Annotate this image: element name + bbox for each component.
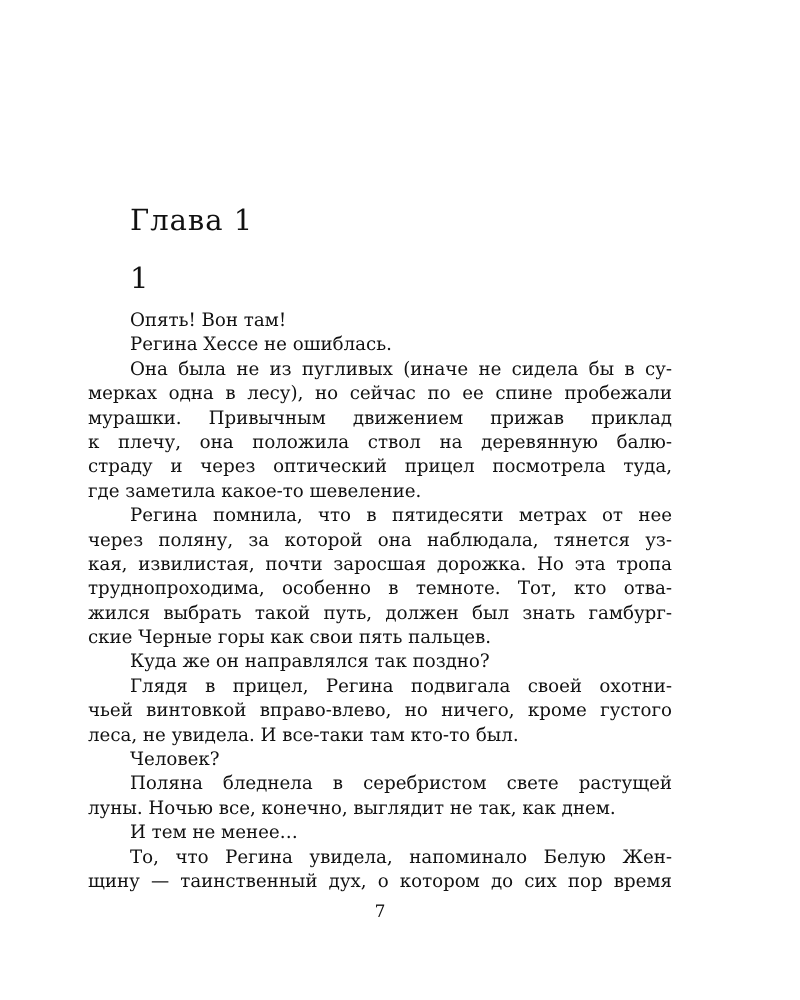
text-line: И тем не менее… — [130, 822, 298, 844]
text-line: мурашки. Привычным движением прижав приклад — [88, 407, 672, 429]
text-line: где заметила какое-то шевеление. — [88, 480, 422, 502]
text-line: щину — таинственный дух, о котором до сих пор время — [88, 870, 672, 892]
text-line: Регина Хессе не ошиблась. — [130, 334, 392, 356]
text-line: Она была не из пугливых (иначе не сидела бы в су- — [130, 358, 672, 380]
text-line: Глядя в прицел, Регина подвигала своей охотни- — [130, 675, 672, 697]
text-line: луны. Ночью все, конечно, выглядит не так, как днем. — [88, 797, 616, 819]
text-line: страду и через оптический прицел посмотрела туда, — [88, 456, 672, 478]
text-line: труднопроходима, особенно в темноте. Тот, кто отва- — [88, 578, 672, 600]
text-line: жился выбрать такой путь, должен был знать гамбург- — [88, 602, 672, 624]
text-line: леса, не увидела. И все-таки там кто-то был. — [88, 724, 519, 746]
chapter-title: Глава 1 — [130, 203, 254, 237]
text-line: Поляна бледнела в серебристом свете растущей — [130, 773, 672, 795]
text-line: Куда же он направлялся так поздно? — [130, 651, 490, 673]
text-line: То, что Регина увидела, напоминало Белую Жен- — [130, 846, 672, 868]
text-line: через поляну, за которой она наблюдала, тянется уз- — [88, 529, 672, 551]
page-number: 7 — [374, 902, 386, 922]
text-line: Регина помнила, что в пятидесяти метрах от нее — [130, 505, 672, 527]
body-text — [88, 309, 672, 894]
text-line: кая, извилистая, почти заросшая дорожка. Но эта тропа — [88, 553, 672, 575]
text-line: Человек? — [130, 749, 220, 771]
section-number: 1 — [130, 261, 149, 295]
text-line: мерках одна в лесу), но сейчас по ее спине пробежали — [88, 383, 672, 405]
text-line: Опять! Вон там! — [130, 310, 287, 331]
text-line: ские Черные горы как свои пять пальцев. — [88, 627, 492, 649]
text-line: к плечу, она положила ствол на деревянную балю- — [88, 431, 672, 453]
text-line: чьей винтовкой вправо-влево, но ничего, кроме густого — [88, 700, 672, 722]
